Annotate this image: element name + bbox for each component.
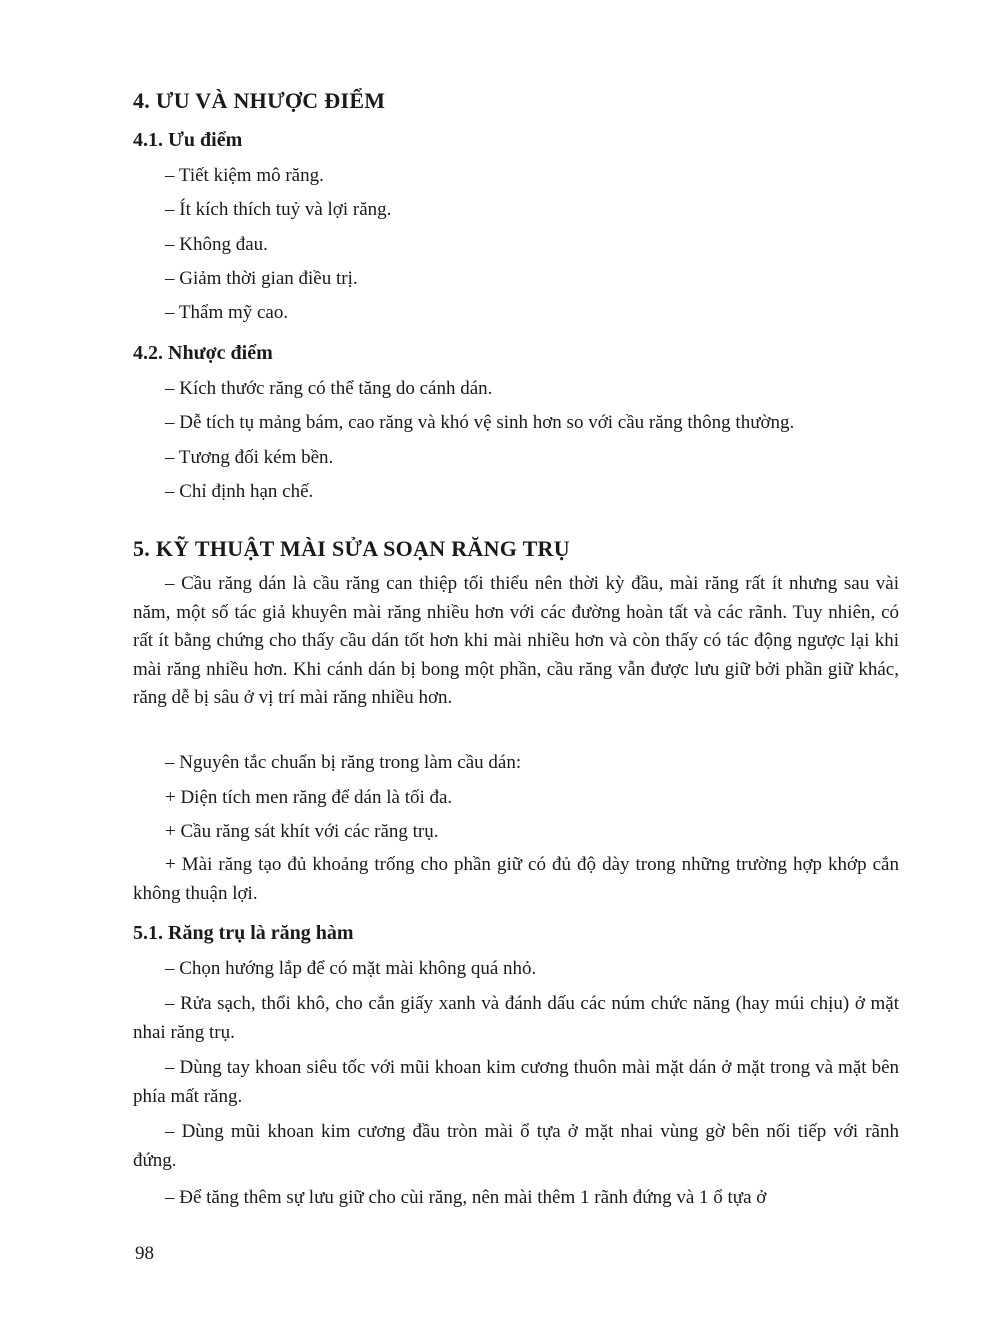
list-item: – Ít kích thích tuỷ và lợi răng. xyxy=(165,199,392,220)
principle-item: + Diện tích men răng để dán là tối đa. xyxy=(165,787,453,808)
intro-paragraph: – Cầu răng dán là cầu răng can thiệp tối thiểu nên thời kỳ đầu, mài răng rất ít nhưng sau vài năm, một số tác giả khuyên mài răng nhiều hơn với các đường hoàn tất và các rãnh. Tuy nhiên, có rất ít bằng chứng cho thấy cầu dán tốt hơn khi mài nhiều hơn và còn thấy có tác động ngược lại khi mài răng nhiều hơn. Khi cánh dán bị bong một phần, cầu răng vẫn được lưu giữ bởi phần giữ khác, răng dễ bị sâu ở vị trí mài răng nhiều hơn. xyxy=(133,573,899,708)
step-item: – Dùng mũi khoan kim cương đầu tròn mài ổ tựa ở mặt nhai vùng gờ bên nối tiếp với rãnh đứng. xyxy=(133,1121,899,1171)
list-item: – Chỉ định hạn chế. xyxy=(165,481,314,502)
step-item: – Để tăng thêm sự lưu giữ cho cùi răng, nên mài thêm 1 rãnh đứng và 1 ổ tựa ở xyxy=(165,1187,767,1208)
list-item: – Không đau. xyxy=(165,234,268,255)
disadvantages-heading: 4.2. Nhược điểm xyxy=(133,342,273,364)
principle-item: + Cầu răng sát khít với các răng trụ. xyxy=(165,821,439,842)
step-item: – Dùng tay khoan siêu tốc với mũi khoan kim cương thuôn mài mặt dán ở mặt trong và mặt bên phía mất răng. xyxy=(133,1057,899,1107)
advantages-heading: 4.1. Ưu điểm xyxy=(133,129,243,151)
subsection-5-1-heading: 5.1. Răng trụ là răng hàm xyxy=(133,922,354,944)
principle-item: + Mài răng tạo đủ khoảng trống cho phần giữ có đủ độ dày trong những trường hợp khớp cắn không thuận lợi. xyxy=(133,854,899,904)
principles-intro: – Nguyên tắc chuẩn bị răng trong làm cầu dán: xyxy=(165,752,522,773)
page-number: 98 xyxy=(135,1243,154,1264)
list-item: – Giảm thời gian điều trị. xyxy=(165,268,358,289)
step-item: – Chọn hướng lắp để có mặt mài không quá nhỏ. xyxy=(165,958,537,979)
step-item: – Rửa sạch, thổi khô, cho cắn giấy xanh và đánh dấu các núm chức năng (hay múi chịu) ở mặt nhai răng trụ. xyxy=(133,993,899,1043)
list-item: – Dễ tích tụ mảng bám, cao răng và khó vệ sinh hơn so với cầu răng thông thường. xyxy=(165,412,795,433)
section-4-heading: 4. ƯU VÀ NHƯỢC ĐIỂM xyxy=(133,88,386,113)
list-item: – Tiết kiệm mô răng. xyxy=(165,165,324,186)
section-5-heading: 5. KỸ THUẬT MÀI SỬA SOẠN RĂNG TRỤ xyxy=(133,536,570,561)
list-item: – Kích thước răng có thể tăng do cánh dán. xyxy=(165,378,493,399)
list-item: – Tương đối kém bền. xyxy=(165,447,334,468)
list-item: – Thẩm mỹ cao. xyxy=(165,302,289,323)
